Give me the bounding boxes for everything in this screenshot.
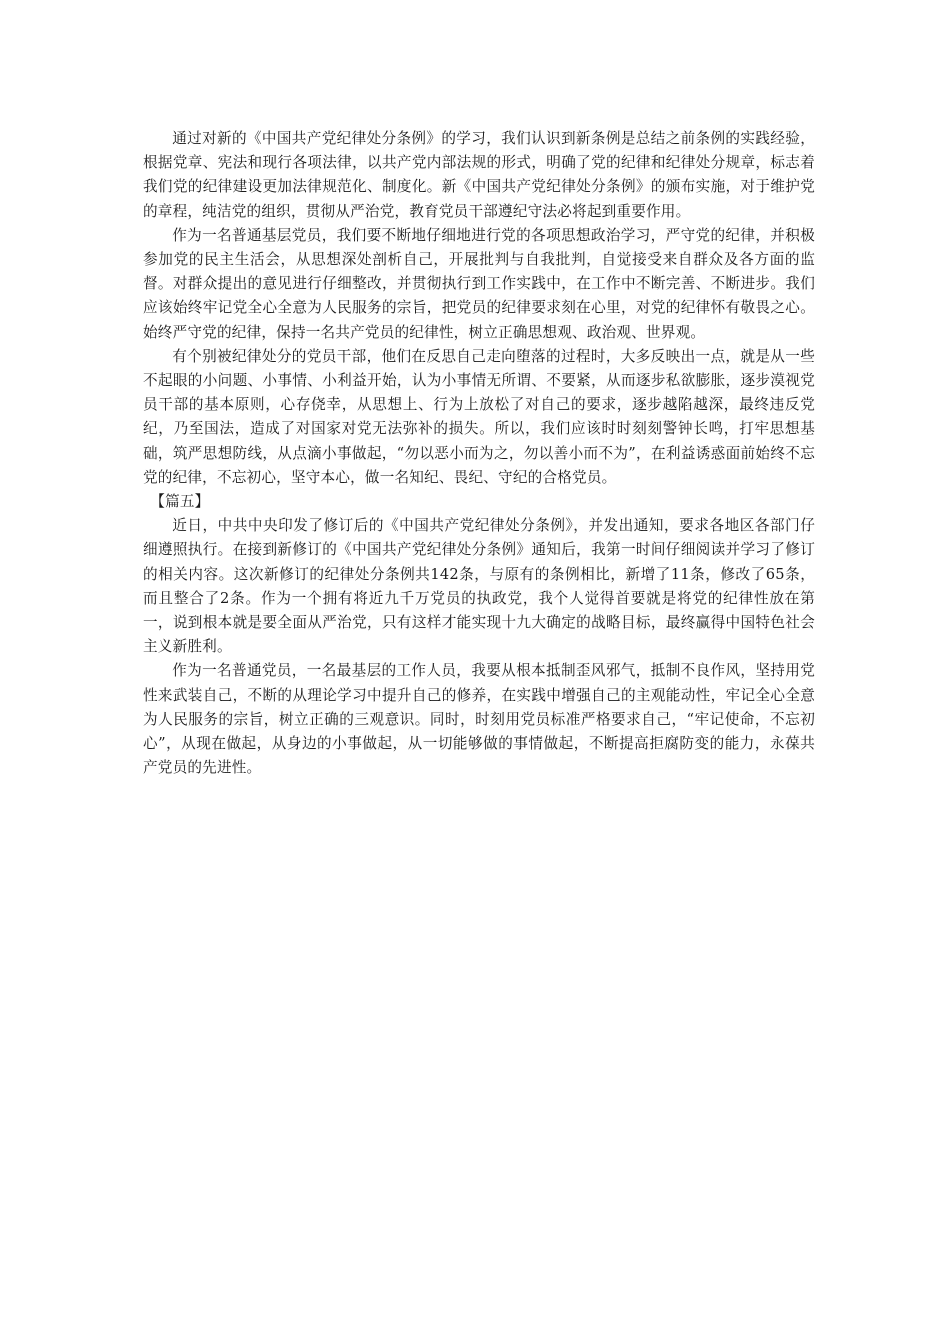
section-heading: 【篇五】 (150, 493, 210, 511)
paragraph-ordinary-member: 作为一名普通党员，一名最基层的工作人员，我要从根本抵制歪风邪气，抵制不良作风，坚持用党性来武装自己，不断的从理论学习中提升自己的修养，在实践中增强自己的主观能动性，牢记全心全意为人民服务的宗旨，树立正确的三观意识。同时，时刻用党员标准严格要求自己，“牢记使命，不忘初心”，从现在做起，从身边的小事做起，从一切能够做的事情做起，不断提高拒腐防变的能力，永葆共产党员的先进性。 (143, 662, 815, 777)
paragraph-disciplined-cadres: 有个别被纪律处分的党员干部，他们在反思自己走向堕落的过程时，大多反映出一点，就是从一些不起眼的小问题、小事情、小利益开始，认为小事情无所谓、不要紧，从而逐步私欲膨胀，逐步漠视党员干部的基本原则，心存侥幸，从思想上、行为上放松了对自己的要求，逐步越陷越深，最终违反党纪，乃至国法，造成了对国家对党无法弥补的损失。所以，我们应该时时刻刻警钟长鸣，打牢思想基础，筑严思想防线，从点滴小事做起，“勿以恶小而为之，勿以善小而不为”，在利益诱惑面前始终不忘党的纪律，不忘初心，坚守本心，做一名知纪、畏纪、守纪的合格党员。 (143, 347, 815, 486)
paragraph-revised-regulations: 近日，中共中央印发了修订后的《中国共产党纪律处分条例》，并发出通知，要求各地区各部门仔细遵照执行。在接到新修订的《中国共产党纪律处分条例》通知后，我第一时间仔细阅读并学习了修订的相关内容。这次新修订的纪律处分条例共142条，与原有的条例相比，新增了11条，修改了65条，而且整合了2条。作为一个拥有将近九千万党员的执政党，我个人觉得首要就是将党的纪律性放在第一，说到根本就是要全面从严治党，只有这样才能实现十九大确定的战略目标，最终赢得中国特色社会主义新胜利。 (143, 517, 815, 656)
paragraph-grassroots-member: 作为一名普通基层党员，我们要不断地仔细地进行党的各项思想政治学习，严守党的纪律，并积极参加党的民主生活会，从思想深处剖析自己，开展批判与自我批判，自觉接受来自群众及各方面的监督。对群众提出的意见进行仔细整改，并贯彻执行到工作实践中，在工作中不断完善、不断进步。我们应该始终牢记党全心全意为人民服务的宗旨，把党员的纪律要求刻在心里，对党的纪律怀有敬畏之心。始终严守党的纪律，保持一名共产党员的纪律性，树立正确思想观、政治观、世界观。 (143, 226, 815, 341)
paragraph-study-regulations: 通过对新的《中国共产党纪律处分条例》的学习，我们认识到新条例是总结之前条例的实践经验，根据党章、宪法和现行各项法律，以共产党内部法规的形式，明确了党的纪律和纪律处分规章，标志着我们党的纪律建设更加法律规范化、制度化。新《中国共产党纪律处分条例》的颁布实施，对于维护党的章程，纯洁党的组织，贯彻从严治党，教育党员干部遵纪守法必将起到重要作用。 (143, 130, 815, 220)
document-body (143, 127, 815, 780)
